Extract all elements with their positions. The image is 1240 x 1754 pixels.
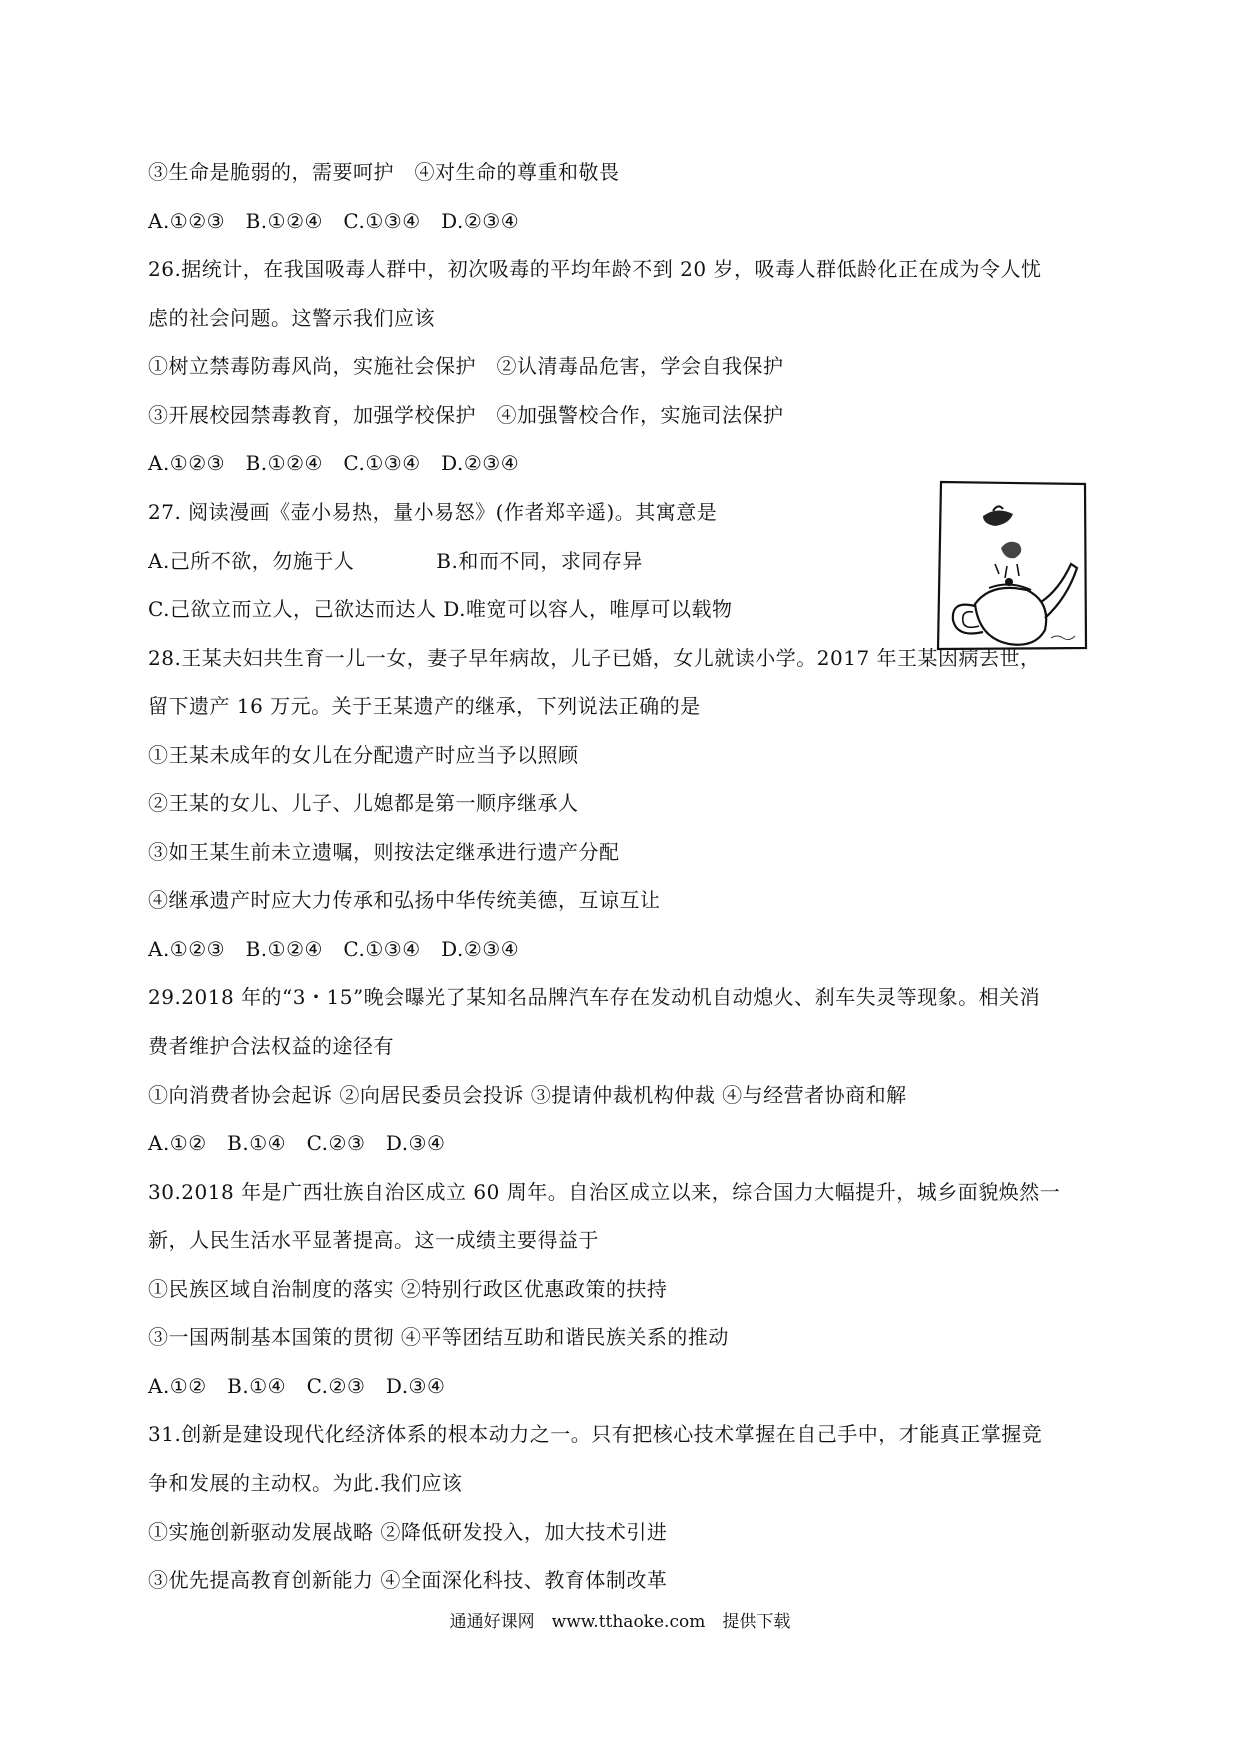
text-line: 留下遗产 16 万元。关于王某遗产的继承，下列说法正确的是: [148, 694, 701, 718]
question-27: 27. 阅读漫画《壶小易热，量小易怒》(作者郑辛遥)。其寓意是: [148, 500, 718, 524]
text-line: ③开展校园禁毒教育，加强学校保护 ④加强警校合作，实施司法保护: [148, 403, 784, 427]
text-line: ③如王某生前未立遗嘱，则按法定继承进行遗产分配: [148, 840, 620, 864]
question-30: 30.2018 年是广西壮族自治区成立 60 周年。自治区成立以来，综合国力大幅提升，城乡面貌焕然一: [148, 1180, 1061, 1204]
text-line: ①王某未成年的女儿在分配遗产时应当予以照顾: [148, 743, 579, 767]
text-line: 争和发展的主动权。为此.我们应该: [148, 1471, 463, 1495]
text-line: ①向消费者协会起诉 ②向居民委员会投诉 ③提请仲裁机构仲裁 ④与经营者协商和解: [148, 1083, 907, 1107]
footer-source: 通通好课网 www.tthaoke.com 提供下载: [449, 1612, 791, 1632]
answer-options: A.①② B.①④ C.②③ D.③④: [148, 1374, 446, 1398]
text-line: ①实施创新驱动发展战略 ②降低研发投入，加大技术引进: [148, 1520, 668, 1544]
teapot-cartoon: [935, 478, 1090, 653]
answer-options: A.己所不欲，勿施于人 B.和而不同，求同存异: [148, 549, 643, 573]
question-26: 26.据统计，在我国吸毒人群中，初次吸毒的平均年龄不到 20 岁，吸毒人群低龄化正在成为令人忧: [148, 257, 1042, 281]
answer-options: A.①② B.①④ C.②③ D.③④: [148, 1131, 446, 1155]
text-line: 虑的社会问题。这警示我们应该: [148, 306, 435, 330]
question-31: 31.创新是建设现代化经济体系的根本动力之一。只有把核心技术掌握在自己手中，才能真正掌握竞: [148, 1422, 1043, 1446]
text-line: ③优先提高教育创新能力 ④全面深化科技、教育体制改革: [148, 1568, 668, 1592]
text-line: ④继承遗产时应大力传承和弘扬中华传统美德，互谅互让: [148, 888, 661, 912]
answer-options: C.己欲立而立人，己欲达而达人 D.唯宽可以容人，唯厚可以载物: [148, 597, 733, 621]
text-line: ②王某的女儿、儿子、儿媳都是第一顺序继承人: [148, 791, 579, 815]
text-line: ③生命是脆弱的，需要呵护 ④对生命的尊重和敬畏: [148, 160, 620, 184]
text-line: ③一国两制基本国策的贯彻 ④平等团结互助和谐民族关系的推动: [148, 1325, 729, 1349]
teapot-drawing: [935, 478, 1090, 653]
text-line: ①民族区域自治制度的落实 ②特别行政区优惠政策的扶持: [148, 1277, 668, 1301]
answer-options: A.①②③ B.①②④ C.①③④ D.②③④: [148, 937, 520, 961]
question-29: 29.2018 年的“3・15”晚会曝光了某知名品牌汽车存在发动机自动熄火、刹车失灵等现象。相关消: [148, 985, 1041, 1009]
answer-options: A.①②③ B.①②④ C.①③④ D.②③④: [148, 451, 520, 475]
question-28: 28.王某夫妇共生育一儿一女，妻子早年病故，儿子已婚，女儿就读小学。2017 年王某因病去世，: [148, 646, 1041, 670]
text-line: 费者维护合法权益的途径有: [148, 1034, 394, 1058]
text-line: 新，人民生活水平显著提高。这一成绩主要得益于: [148, 1228, 599, 1252]
answer-options: A.①②③ B.①②④ C.①③④ D.②③④: [148, 209, 520, 233]
text-line: ①树立禁毒防毒风尚，实施社会保护 ②认清毒品危害，学会自我保护: [148, 354, 784, 378]
